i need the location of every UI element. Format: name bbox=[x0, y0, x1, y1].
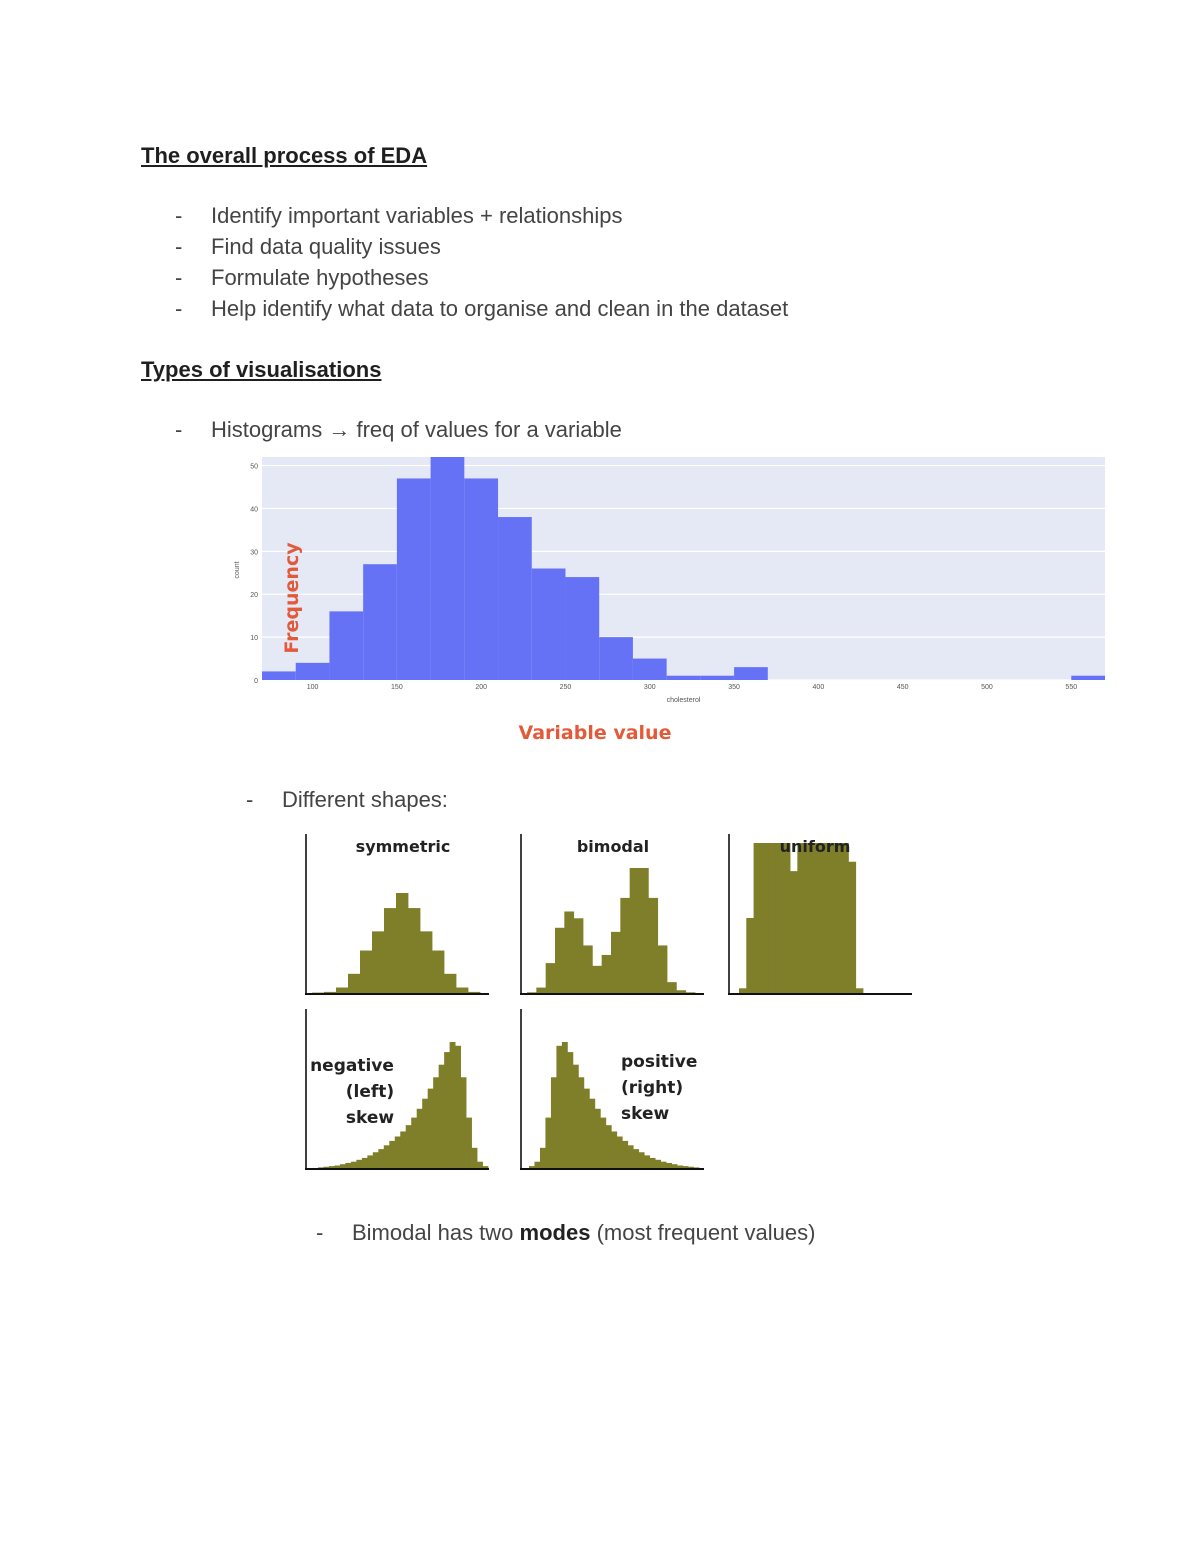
shape-bar bbox=[655, 1160, 661, 1168]
shape-bar bbox=[666, 1163, 672, 1168]
bullet-dash: - bbox=[175, 234, 183, 259]
list-item-text bbox=[352, 1220, 815, 1246]
shape-bar bbox=[578, 1077, 584, 1168]
list-item-text: Histograms → freq of values for a variable bbox=[211, 417, 622, 442]
histogram-bar bbox=[565, 577, 599, 680]
shape-bar bbox=[468, 992, 480, 993]
y-tick-label: 10 bbox=[250, 635, 258, 643]
shape-bar bbox=[595, 1109, 601, 1168]
x-axis-label: cholesterol bbox=[666, 697, 701, 704]
shape-bar bbox=[378, 1149, 384, 1168]
shape-bar bbox=[775, 843, 783, 993]
y-tick-label: 50 bbox=[250, 463, 258, 471]
shape-bar bbox=[318, 1167, 324, 1168]
variable-value-annotation: Variable value bbox=[518, 722, 672, 744]
shape-bar bbox=[583, 945, 593, 993]
shape-bar bbox=[555, 928, 565, 993]
shape-bar bbox=[856, 988, 864, 993]
shape-bar bbox=[411, 1118, 417, 1168]
bullet-dash: - bbox=[175, 265, 183, 290]
shape-bar bbox=[545, 1118, 551, 1168]
shape-bar bbox=[768, 843, 776, 993]
shape-bar bbox=[602, 955, 612, 993]
shape-bar bbox=[362, 1158, 368, 1168]
shape-bar bbox=[617, 1137, 623, 1169]
shape-bar bbox=[444, 1052, 450, 1168]
shape-bar bbox=[677, 1165, 683, 1168]
x-tick-label: 450 bbox=[896, 684, 909, 691]
shape-bar bbox=[551, 1077, 557, 1168]
bimodal-text-bold: modes bbox=[519, 1220, 591, 1245]
shape-bar bbox=[356, 1160, 362, 1168]
shape-bar bbox=[567, 1052, 573, 1168]
shape-bar bbox=[472, 1148, 478, 1168]
shape-panel-negative-skew bbox=[300, 1005, 495, 1175]
list-item-text: Help identify what data to organise and clean in the dataset bbox=[211, 296, 789, 321]
shape-bar bbox=[336, 988, 348, 993]
shape-bar bbox=[805, 843, 813, 993]
heading-visualisations: Types of visualisations bbox=[141, 357, 382, 382]
list-item-text: Identify important variables + relationships bbox=[211, 203, 623, 228]
shape-bar bbox=[790, 871, 798, 993]
bimodal-text-post: (most frequent values) bbox=[590, 1220, 816, 1245]
shape-bar bbox=[783, 843, 791, 993]
histogram-bar bbox=[464, 478, 498, 680]
shape-bar bbox=[562, 1042, 568, 1168]
shape-bar bbox=[848, 862, 856, 993]
shape-bar bbox=[534, 1162, 540, 1168]
shape-bar bbox=[348, 974, 360, 993]
histogram-chart bbox=[225, 452, 1110, 752]
histogram-svg bbox=[225, 452, 1110, 752]
shape-bar bbox=[739, 988, 747, 993]
shape-bar bbox=[676, 990, 686, 993]
x-tick-label: 550 bbox=[1065, 684, 1078, 691]
y-axis-label: count bbox=[234, 561, 241, 579]
shape-bar bbox=[667, 982, 677, 993]
shape-bar bbox=[761, 843, 769, 993]
shape-bar bbox=[456, 988, 468, 993]
shape-chart-negative-skew bbox=[300, 1005, 495, 1175]
histogram-bar bbox=[329, 611, 363, 680]
shape-bar bbox=[477, 1162, 483, 1168]
histogram-bar bbox=[700, 676, 734, 680]
shape-bar bbox=[400, 1131, 406, 1168]
shape-panel-symmetric bbox=[300, 830, 495, 1000]
histogram-bar bbox=[667, 676, 701, 680]
shape-bar bbox=[408, 908, 420, 993]
x-tick-label: 500 bbox=[981, 684, 993, 691]
shape-title-line: skew bbox=[345, 1108, 395, 1128]
shape-bar bbox=[461, 1077, 467, 1168]
shape-bar bbox=[483, 1166, 489, 1168]
shape-bar bbox=[628, 1145, 634, 1168]
shape-bar bbox=[428, 1089, 434, 1168]
histogram-bar bbox=[532, 569, 566, 681]
histogram-bar bbox=[262, 671, 296, 680]
y-tick-label: 20 bbox=[250, 592, 258, 600]
heading-eda-process: The overall process of EDA bbox=[141, 143, 428, 168]
shape-bar bbox=[466, 1118, 472, 1168]
shape-bar bbox=[396, 893, 408, 993]
bimodal-text-pre: Bimodal has two bbox=[352, 1220, 520, 1245]
shape-bar bbox=[351, 1162, 357, 1168]
shape-bar bbox=[644, 1155, 650, 1168]
shape-title: symmetric bbox=[355, 837, 451, 856]
shape-bar bbox=[536, 988, 546, 993]
shape-panel-bimodal bbox=[515, 830, 710, 1000]
shape-bar bbox=[633, 1149, 639, 1168]
histogram-bar bbox=[633, 659, 667, 680]
x-tick-label: 150 bbox=[391, 684, 403, 691]
shape-bar bbox=[584, 1089, 590, 1168]
histogram-bar bbox=[599, 637, 633, 680]
x-tick-label: 250 bbox=[559, 684, 572, 691]
shape-bar bbox=[389, 1141, 395, 1168]
shape-bar bbox=[345, 1163, 351, 1168]
shape-bar bbox=[827, 843, 835, 993]
shape-bar bbox=[373, 1152, 379, 1168]
shape-bar bbox=[450, 1042, 456, 1168]
shape-bar bbox=[420, 931, 432, 993]
shape-title-line: positive bbox=[621, 1052, 698, 1072]
shape-bar bbox=[589, 1099, 595, 1168]
shape-bar bbox=[324, 992, 336, 993]
bullet-dash: - bbox=[175, 296, 183, 321]
shape-bar bbox=[686, 992, 696, 993]
shape-bar bbox=[812, 843, 820, 993]
shape-title-line: (left) bbox=[345, 1082, 395, 1102]
shape-bar bbox=[600, 1118, 606, 1168]
list-item-text: Find data quality issues bbox=[211, 234, 441, 259]
histogram-bar bbox=[363, 564, 397, 680]
shape-bar bbox=[432, 951, 444, 993]
shape-bar bbox=[639, 868, 649, 993]
shape-bar bbox=[688, 1167, 694, 1168]
shape-bar bbox=[606, 1125, 612, 1168]
histogram-bar bbox=[498, 517, 532, 680]
x-tick-label: 400 bbox=[812, 684, 825, 691]
shape-bar bbox=[439, 1065, 445, 1168]
x-tick-label: 350 bbox=[728, 684, 740, 691]
bullet-dash: - bbox=[175, 417, 183, 442]
bullet-dash: - bbox=[175, 203, 183, 228]
shape-bar bbox=[650, 1158, 656, 1168]
shape-bar bbox=[372, 931, 384, 993]
shape-panel-positive-skew bbox=[515, 1005, 710, 1175]
shape-bar bbox=[334, 1165, 340, 1168]
x-tick-label: 300 bbox=[643, 684, 656, 691]
shape-bar bbox=[754, 843, 762, 993]
list-item-text: Formulate hypotheses bbox=[211, 265, 429, 290]
shape-bar bbox=[574, 918, 584, 993]
list-item-text: Different shapes: bbox=[282, 787, 448, 812]
shape-chart-symmetric bbox=[300, 830, 495, 1000]
shape-bar bbox=[639, 1152, 645, 1168]
x-tick-label: 200 bbox=[475, 684, 488, 691]
shape-bar bbox=[527, 992, 537, 993]
shape-title: bimodal bbox=[576, 837, 650, 856]
shape-bar bbox=[417, 1109, 423, 1168]
shape-bar bbox=[834, 843, 842, 993]
shape-bar bbox=[564, 911, 574, 993]
shape-bar bbox=[672, 1164, 678, 1168]
frequency-annotation: Frequency bbox=[281, 542, 303, 654]
shape-bar bbox=[630, 868, 640, 993]
shape-bar bbox=[540, 1148, 546, 1168]
shape-bar bbox=[746, 918, 754, 993]
y-tick-label: 0 bbox=[254, 678, 258, 685]
bullet-dash: - bbox=[316, 1220, 324, 1245]
shape-bar bbox=[433, 1077, 439, 1168]
shape-title-line: negative bbox=[310, 1056, 394, 1076]
shape-bar bbox=[556, 1046, 562, 1168]
shape-bar bbox=[592, 966, 602, 993]
histogram-bar bbox=[296, 663, 330, 680]
histogram-bar bbox=[397, 478, 431, 680]
shape-chart-bimodal bbox=[515, 830, 710, 1000]
shape-bar bbox=[611, 1131, 617, 1168]
shape-bar bbox=[546, 963, 556, 993]
shape-bar bbox=[384, 1145, 390, 1168]
shape-bar bbox=[573, 1065, 579, 1168]
shape-bar bbox=[658, 945, 668, 993]
shape-bar bbox=[444, 974, 456, 993]
histogram-bar bbox=[1071, 676, 1105, 680]
shape-bar bbox=[323, 1167, 329, 1168]
y-tick-label: 40 bbox=[250, 506, 258, 514]
shape-bar bbox=[340, 1164, 346, 1168]
shape-bar bbox=[622, 1141, 628, 1168]
shape-bar bbox=[819, 843, 827, 993]
shape-title-line: (right) bbox=[621, 1078, 684, 1098]
histogram-bar bbox=[734, 667, 768, 680]
shape-bar bbox=[648, 898, 658, 993]
shape-bar bbox=[384, 908, 396, 993]
shape-title-line: skew bbox=[621, 1104, 670, 1124]
shape-bar bbox=[329, 1166, 335, 1168]
shape-bar bbox=[422, 1099, 428, 1168]
x-tick-label: 100 bbox=[306, 684, 319, 691]
shape-bar bbox=[620, 898, 630, 993]
shape-title: uniform bbox=[779, 837, 851, 856]
shape-bar bbox=[367, 1155, 373, 1168]
shape-bar bbox=[841, 843, 849, 993]
shape-panel-uniform bbox=[723, 830, 918, 1000]
shape-chart-positive-skew bbox=[515, 1005, 710, 1175]
y-tick-label: 30 bbox=[250, 549, 258, 557]
shape-bar bbox=[455, 1046, 461, 1168]
shape-bar bbox=[529, 1166, 535, 1168]
shape-bar bbox=[406, 1125, 412, 1168]
shape-bar bbox=[395, 1137, 401, 1169]
histogram-bar bbox=[431, 457, 465, 680]
bullet-dash: - bbox=[246, 787, 254, 812]
shape-bar bbox=[683, 1166, 689, 1168]
shape-chart-uniform bbox=[723, 830, 918, 1000]
shape-bar bbox=[694, 1167, 700, 1168]
shape-bar bbox=[661, 1162, 667, 1168]
shape-bar bbox=[797, 843, 805, 993]
shape-bar bbox=[360, 951, 372, 993]
shape-bar bbox=[611, 932, 621, 993]
